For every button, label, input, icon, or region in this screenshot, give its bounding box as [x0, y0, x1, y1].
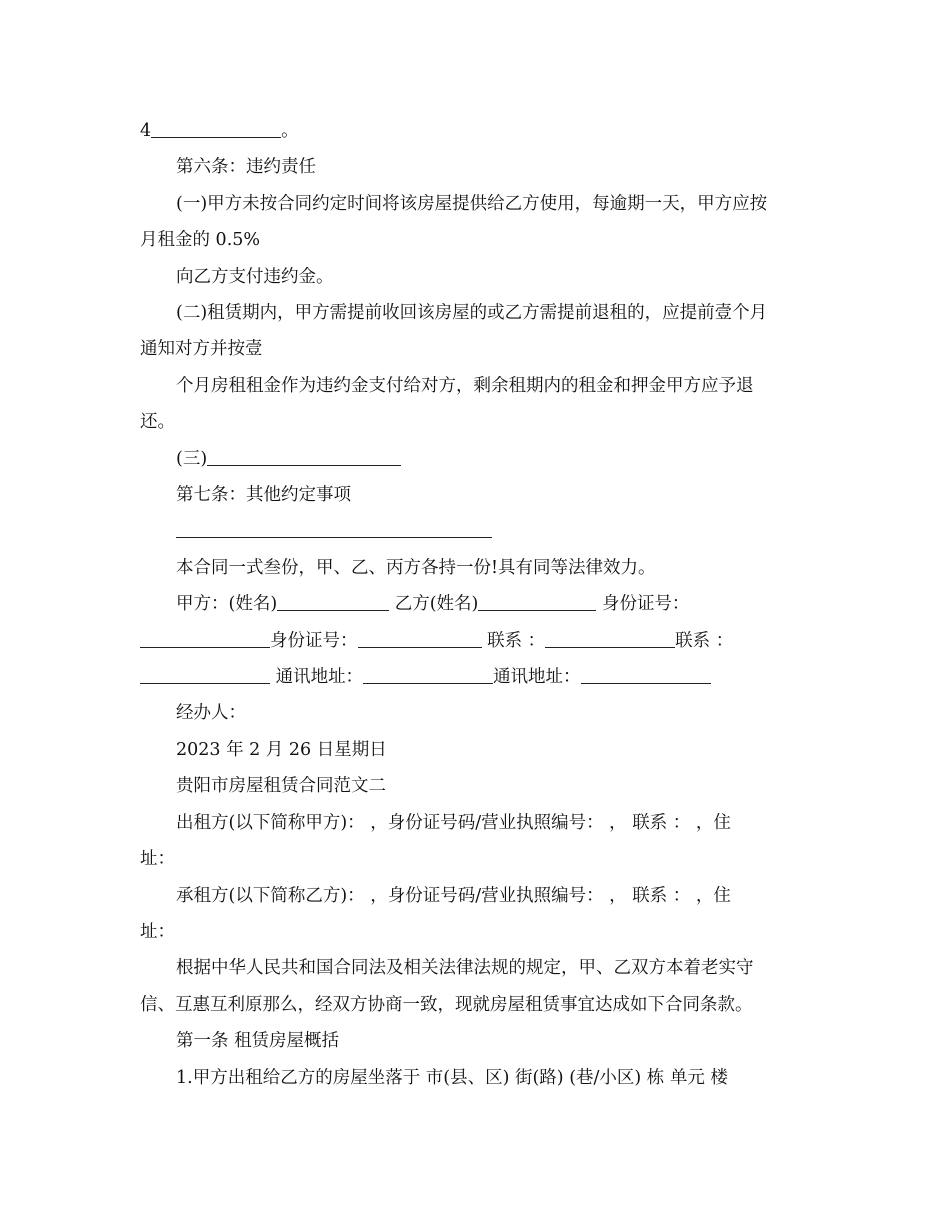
paragraph-line: 址：	[140, 849, 175, 869]
section-title: 贵阳市房屋租赁合同范文二	[176, 776, 386, 796]
blank-underline	[358, 629, 482, 648]
blank-underline	[363, 665, 493, 684]
signature-line-1: 甲方：(姓名) 乙方(姓名) 身份证号：	[176, 594, 690, 614]
paragraph-line: 月租金的 0.5%	[140, 230, 261, 250]
signature-line-2: 身份证号： 联系 ： 联系 ：	[140, 629, 733, 653]
paragraph-line: (二)租赁期内，甲方需提前收回该房屋的或乙方需提前退租的，应提前壹个月	[176, 303, 768, 323]
blank-underline	[207, 447, 401, 466]
paragraph-line: 向乙方支付违约金。	[176, 267, 334, 287]
paragraph-line: 还。	[140, 412, 175, 432]
blank-underline	[478, 592, 596, 611]
article-7-heading: 第七条：其他约定事项	[176, 485, 351, 505]
blank-underline	[140, 665, 270, 684]
blank-underline	[277, 592, 389, 611]
clause-3-blank: (三)	[176, 447, 401, 471]
paragraph-line: 本合同一式叁份，甲、乙、丙方各持一份!具有同等法律效力。	[176, 558, 656, 578]
paragraph-line: 个月房租租金作为违约金支付给对方，剩余租期内的租金和押金甲方应予退	[176, 376, 754, 396]
paragraph-line: 址：	[140, 922, 175, 942]
blank-underline	[140, 629, 270, 648]
blank-underline	[176, 519, 492, 538]
paragraph-line: 根据中华人民共和国合同法及相关法律法规的规定，甲、乙双方本着老实守	[176, 958, 754, 978]
blank-underline	[581, 665, 711, 684]
blank-line	[176, 519, 492, 543]
paragraph-line: (一)甲方未按合同约定时间将该房屋提供给乙方使用，每逾期一天，甲方应按	[176, 194, 768, 214]
lessor-line: 出租方(以下简称甲方)： ，身份证号码/营业执照编号： ， 联系 ： ，住	[176, 813, 731, 833]
paragraph-line: 通知对方并按壹	[140, 339, 263, 359]
date-line: 2023 年 2 月 26 日星期日	[176, 740, 387, 760]
line-4-blank: 4 。	[140, 121, 299, 141]
article-6-heading: 第六条：违约责任	[176, 157, 316, 177]
article-1-heading: 第一条 租赁房屋概括	[176, 1031, 340, 1051]
blank-underline	[151, 119, 281, 138]
lessee-line: 承租方(以下简称乙方)： ，身份证号码/营业执照编号： ， 联系 ： ，住	[176, 886, 731, 906]
paragraph-line: 信、互惠互利原那么，经双方协商一致，现就房屋租赁事宜达成如下合同条款。	[140, 995, 753, 1015]
signature-line-3: 通讯地址： 通讯地址：	[140, 665, 711, 689]
blank-underline	[545, 629, 675, 648]
paragraph-line: 1.甲方出租给乙方的房屋坐落于 市(县、区) 街(路) (巷/小区) 栋 单元 楼	[176, 1068, 728, 1088]
agent-label: 经办人：	[176, 703, 246, 723]
